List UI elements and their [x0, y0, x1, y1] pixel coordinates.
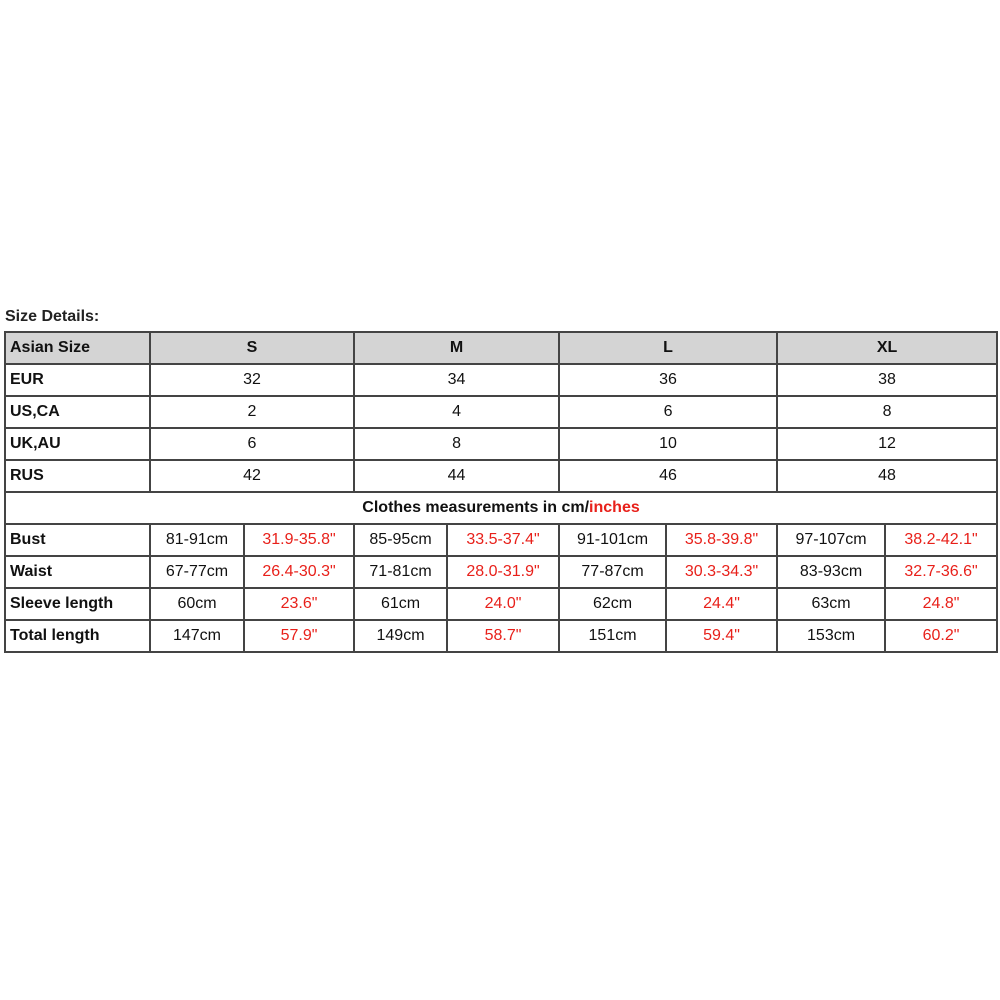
table-cell: 42: [150, 460, 354, 492]
row-label: Bust: [5, 524, 150, 556]
inch-cell: 24.8": [885, 588, 997, 620]
measurements-section-title: [5, 492, 997, 524]
cm-cell: 153cm: [777, 620, 885, 652]
cm-cell: 149cm: [354, 620, 447, 652]
asian-size-label: Asian Size: [5, 332, 150, 364]
inch-cell: 24.4": [666, 588, 777, 620]
table-cell: 38: [777, 364, 997, 396]
conversion-row-us-ca: [5, 396, 997, 428]
table-cell: 8: [354, 428, 559, 460]
measurement-row-bust: [5, 524, 997, 556]
table-cell: 46: [559, 460, 777, 492]
inch-cell: 31.9-35.8": [244, 524, 354, 556]
size-header-row: [5, 332, 997, 364]
row-label: UK,AU: [5, 428, 150, 460]
inch-cell: 23.6": [244, 588, 354, 620]
table-cell: 10: [559, 428, 777, 460]
size-header-s: S: [150, 332, 354, 364]
inch-cell: 35.8-39.8": [666, 524, 777, 556]
cm-cell: 97-107cm: [777, 524, 885, 556]
inch-cell: 59.4": [666, 620, 777, 652]
cm-cell: 81-91cm: [150, 524, 244, 556]
inch-cell: 26.4-30.3": [244, 556, 354, 588]
cm-cell: 67-77cm: [150, 556, 244, 588]
measurement-row-sleeve-length: [5, 588, 997, 620]
table-cell: 4: [354, 396, 559, 428]
section-prefix: Clothes measurements in cm/: [362, 499, 590, 516]
table-cell: 12: [777, 428, 997, 460]
cm-cell: 77-87cm: [559, 556, 666, 588]
cm-cell: 61cm: [354, 588, 447, 620]
row-label: EUR: [5, 364, 150, 396]
section-accent: inches: [589, 499, 640, 516]
row-label: Total length: [5, 620, 150, 652]
row-label: Sleeve length: [5, 588, 150, 620]
table-cell: 32: [150, 364, 354, 396]
conversion-row-rus: [5, 460, 997, 492]
cm-cell: 71-81cm: [354, 556, 447, 588]
size-header-l: L: [559, 332, 777, 364]
cm-cell: 62cm: [559, 588, 666, 620]
inch-cell: 24.0": [447, 588, 559, 620]
row-label: Waist: [5, 556, 150, 588]
inch-cell: 57.9": [244, 620, 354, 652]
cm-cell: 85-95cm: [354, 524, 447, 556]
measurement-row-total-length: [5, 620, 997, 652]
table-cell: 44: [354, 460, 559, 492]
inch-cell: 33.5-37.4": [447, 524, 559, 556]
measurement-row-waist: [5, 556, 997, 588]
inch-cell: 32.7-36.6": [885, 556, 997, 588]
row-label: US,CA: [5, 396, 150, 428]
table-cell: 8: [777, 396, 997, 428]
cm-cell: 91-101cm: [559, 524, 666, 556]
conversion-row-eur: [5, 364, 997, 396]
size-header-xl: XL: [777, 332, 997, 364]
table-cell: 6: [559, 396, 777, 428]
cm-cell: 63cm: [777, 588, 885, 620]
table-cell: 34: [354, 364, 559, 396]
cm-cell: 83-93cm: [777, 556, 885, 588]
size-chart-table: [4, 331, 998, 653]
measurements-section-row: [5, 492, 997, 524]
inch-cell: 60.2": [885, 620, 997, 652]
cm-cell: 151cm: [559, 620, 666, 652]
cm-cell: 147cm: [150, 620, 244, 652]
size-header-m: M: [354, 332, 559, 364]
inch-cell: 58.7": [447, 620, 559, 652]
inch-cell: 28.0-31.9": [447, 556, 559, 588]
row-label: RUS: [5, 460, 150, 492]
table-cell: 6: [150, 428, 354, 460]
inch-cell: 30.3-34.3": [666, 556, 777, 588]
table-cell: 48: [777, 460, 997, 492]
table-cell: 36: [559, 364, 777, 396]
inch-cell: 38.2-42.1": [885, 524, 997, 556]
table-cell: 2: [150, 396, 354, 428]
size-details-caption: Size Details:: [5, 308, 100, 325]
conversion-row-uk-au: [5, 428, 997, 460]
cm-cell: 60cm: [150, 588, 244, 620]
